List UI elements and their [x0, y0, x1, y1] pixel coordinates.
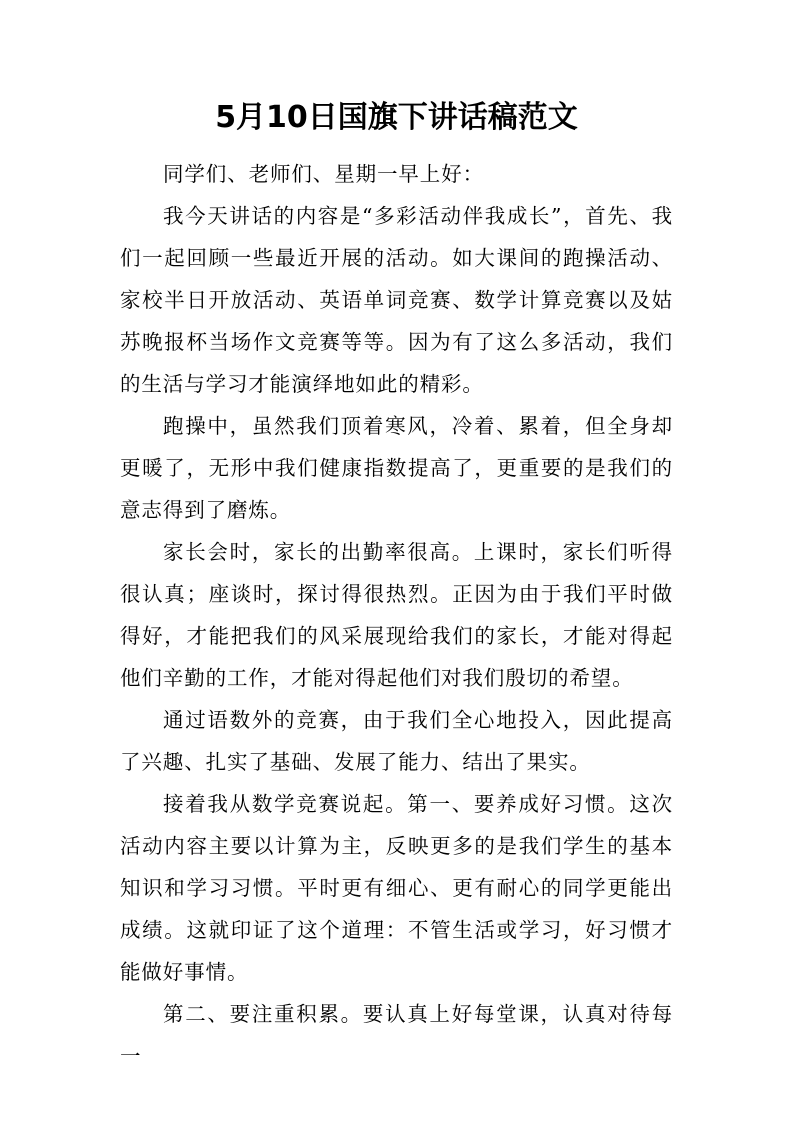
paragraph-accumulation: 第二、要注重积累。要认真上好每堂课，认真对待每一 [120, 1002, 673, 1068]
paragraph-parents-meeting: 家长会时，家长的出勤率很高。上课时，家长们听得很认真；座谈时，探讨得很热烈。正因为由于我们平时做得好，才能把我们的风采展现给我们的家长，才能对得起他们辛勤的工作，才能对得起他们对我们殷切的希望。 [120, 540, 673, 690]
paragraph-greeting: 同学们、老师们、星期一早上好： [163, 162, 484, 186]
paragraph-running: 跑操中，虽然我们顶着寒风，冷着、累着，但全身却更暖了，无形中我们健康指数提高了，更重要的是我们的意志得到了磨炼。 [120, 414, 673, 522]
document-title: 5月10日国旗下讲话稿范文 [215, 100, 578, 135]
paragraph-competitions: 通过语数外的竞赛，由于我们全心地投入，因此提高了兴趣、扎实了基础、发展了能力、结出了果实。 [120, 708, 673, 774]
paragraph-math-habits: 接着我从数学竞赛说起。第一、要养成好习惯。这次活动内容主要以计算为主，反映更多的是我们学生的基本知识和学习习惯。平时更有细心、更有耐心的同学更能出成绩。这就印证了这个道理：不管生活或学习，好习惯才能做好事情。 [120, 792, 673, 984]
paragraph-intro: 我今天讲话的内容是“多彩活动伴我成长”，首先、我们一起回顾一些最近开展的活动。如大课间的跑操活动、家校半日开放活动、英语单词竞赛、数学计算竞赛以及姑苏晚报杯当场作文竞赛等等。因为有了这么多活动，我们的生活与学习才能演绎地如此的精彩。 [120, 204, 673, 396]
document-body [120, 153, 673, 1077]
